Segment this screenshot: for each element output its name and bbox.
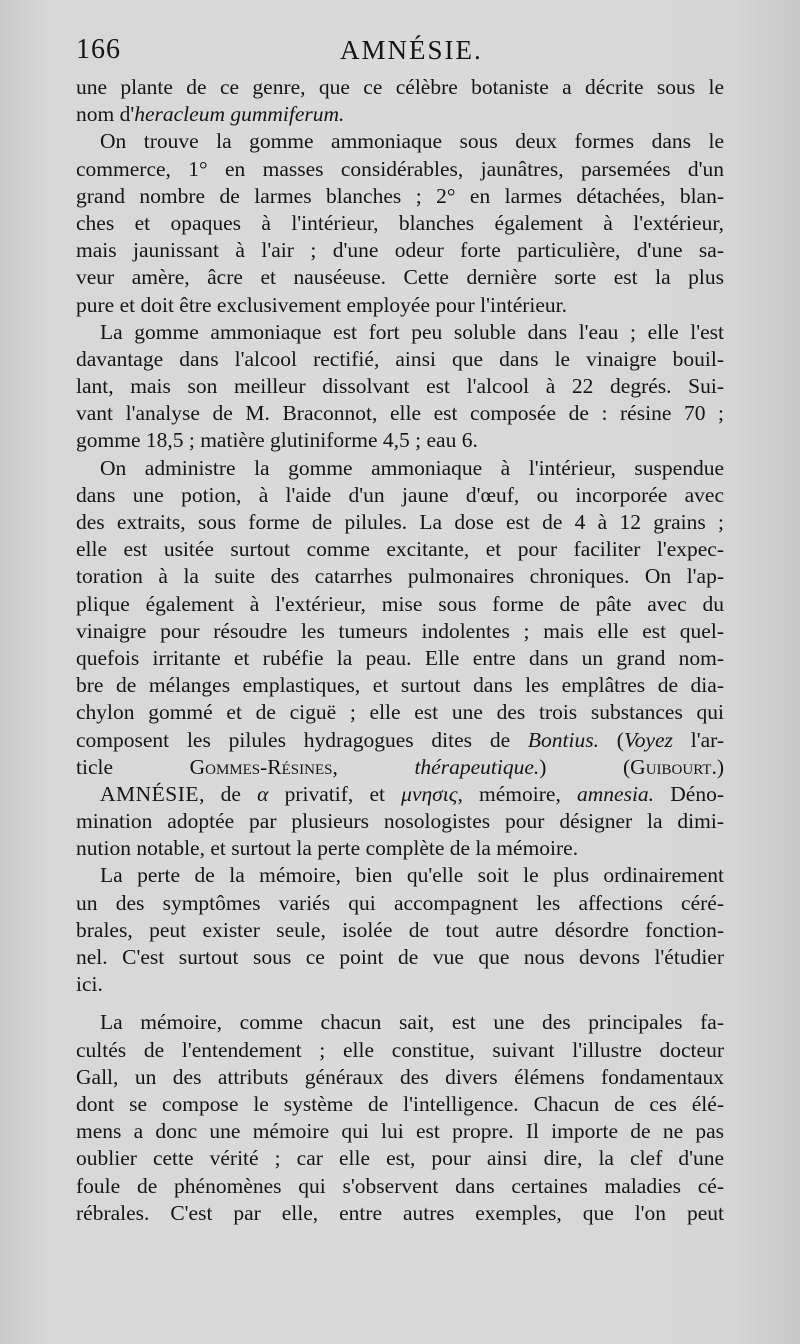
- author-signature: (Guibourt.): [623, 754, 724, 779]
- page-header: [76, 34, 724, 68]
- text-fragment: l'ar-: [672, 727, 724, 752]
- text-line: chylon gommé et de ciguë ; elle est une des trois substances qui: [76, 700, 724, 725]
- text-line: dont se compose le système de l'intelligence. Chacun de ces élé-: [76, 1091, 724, 1116]
- text-line: mination adoptée par plusieurs nosologistes pour désigner la dimi-: [76, 809, 724, 834]
- text-line: La perte de la mémoire, bien qu'elle soit le plus ordinairement: [100, 863, 724, 888]
- entry-headword: AMNÉSIE: [100, 781, 200, 806]
- text-fragment: privatif, et: [268, 781, 402, 806]
- small-caps-term: Gommes-Résines: [189, 754, 333, 779]
- text-line: des extraits, sous forme de pilules. La dose est de 4 à 12 grains ;: [76, 510, 724, 534]
- text-fragment: ticle: [76, 754, 190, 779]
- text-line: ches et opaques à l'intérieur, blanches également à l'extérieur,: [76, 210, 724, 235]
- text-line: elle est usitée surtout comme excitante, et pour faciliter l'expec-: [76, 537, 724, 562]
- text-line: brales, peut exister seule, isolée de tout autre désordre fonction-: [76, 917, 724, 942]
- text-line: La mémoire, comme chacun sait, est une des principales fa-: [100, 1010, 724, 1035]
- text-fragment: composent les pilules hydragogues dites de: [76, 727, 528, 752]
- text-line: [76, 754, 724, 781]
- text-line: davantage dans l'alcool rectifié, ainsi que dans le vinaigre bouil-: [76, 346, 724, 371]
- text-fragment: nom d': [76, 102, 135, 127]
- text-fragment: ,: [332, 754, 415, 779]
- text-line: mens a donc une mémoire qui lui est propre. Il importe de ne pas: [76, 1119, 724, 1144]
- text-line: cultés de l'entendement ; elle constitue, suivant l'illustre docteur: [76, 1037, 724, 1062]
- text-line: vant l'analyse de M. Braconnot, elle est composée de : résine 70 ;: [76, 401, 724, 426]
- text-line: commerce, 1° en masses considérables, jaunâtres, parsemées d'un: [76, 156, 724, 181]
- text-line: [76, 101, 724, 128]
- body-text: [76, 74, 724, 1227]
- italic-term: thérapeutique.: [414, 754, 540, 779]
- text-line: un des symptômes variés qui accompagnent les affections céré-: [76, 890, 724, 915]
- text-line: La gomme ammoniaque est fort peu soluble dans l'eau ; elle l'est: [100, 319, 724, 344]
- text-line: gomme 18,5 ; matière glutiniforme 4,5 ; eau 6.: [76, 428, 478, 453]
- greek-letter: α: [257, 781, 269, 806]
- italic-term: heracleum gummiferum.: [134, 102, 345, 127]
- running-title: AMNÉSIE.: [340, 35, 483, 65]
- text-line: grand nombre de larmes blanches ; 2° en larmes détachées, blan-: [76, 183, 724, 208]
- page-number: 166: [76, 34, 121, 65]
- text-line: veur amère, âcre et nauséeuse. Cette dernière sorte est la plus: [76, 265, 724, 290]
- text-line: On trouve la gomme ammoniaque sous deux formes dans le: [100, 129, 724, 154]
- italic-term: Voyez: [623, 727, 673, 752]
- text-fragment: (: [599, 727, 624, 752]
- italic-term: amnesia.: [577, 781, 655, 806]
- text-line: oublier cette vérité ; car elle est, pour ainsi dire, la clef d'une: [76, 1146, 724, 1171]
- text-line: foule de phénomènes qui s'observent dans certaines maladies cé-: [76, 1173, 724, 1198]
- text-fragment: Déno-: [654, 781, 724, 806]
- text-line: nel. C'est surtout sous ce point de vue que nous devons l'étudier: [76, 945, 724, 969]
- text-line: pure et doit être exclusivement employée pour l'intérieur.: [76, 292, 568, 317]
- text-line: une plante de ce genre, que ce célèbre botaniste a décrite sous le: [76, 75, 724, 99]
- text-line: quefois irritante et rubéfie la peau. Elle entre dans un grand nom-: [76, 645, 724, 670]
- text-line: plique également à l'extérieur, mise sous forme de pâte avec du: [76, 591, 724, 616]
- text-line: rébrales. C'est par elle, entre autres exemples, que l'on peut: [76, 1200, 724, 1225]
- text-fragment: , de: [199, 781, 258, 806]
- text-line: nution notable, et surtout la perte complète de la mémoire.: [76, 836, 579, 861]
- text-line: vinaigre pour résoudre les tumeurs indolentes ; mais elle est quel-: [76, 618, 724, 643]
- greek-word: μνησις: [401, 781, 458, 806]
- text-line: mais jaunissant à l'air ; d'une odeur forte particulière, d'une sa-: [76, 238, 724, 263]
- entry-heading-line: [76, 781, 724, 808]
- text-fragment: ): [539, 754, 547, 779]
- text-line: lant, mais son meilleur dissolvant est l'alcool à 22 degrés. Sui-: [76, 374, 724, 399]
- paragraph-gap: [76, 998, 724, 1009]
- text-line: bre de mélanges emplastiques, et surtout dans les emplâtres de dia-: [76, 673, 724, 698]
- text-line: toration à la suite des catarrhes pulmonaires chroniques. On l'ap-: [76, 564, 724, 589]
- text-line: [76, 727, 724, 754]
- text-fragment: , mémoire,: [457, 781, 578, 806]
- text-line: Gall, un des attributs généraux des divers élémens fondamentaux: [76, 1064, 724, 1089]
- text-line: ici.: [76, 972, 103, 997]
- italic-term: Bontius.: [527, 727, 599, 752]
- text-line: On administre la gomme ammoniaque à l'intérieur, suspendue: [100, 455, 724, 480]
- text-line: dans une potion, à l'aide d'un jaune d'œuf, ou incorporée avec: [76, 482, 724, 507]
